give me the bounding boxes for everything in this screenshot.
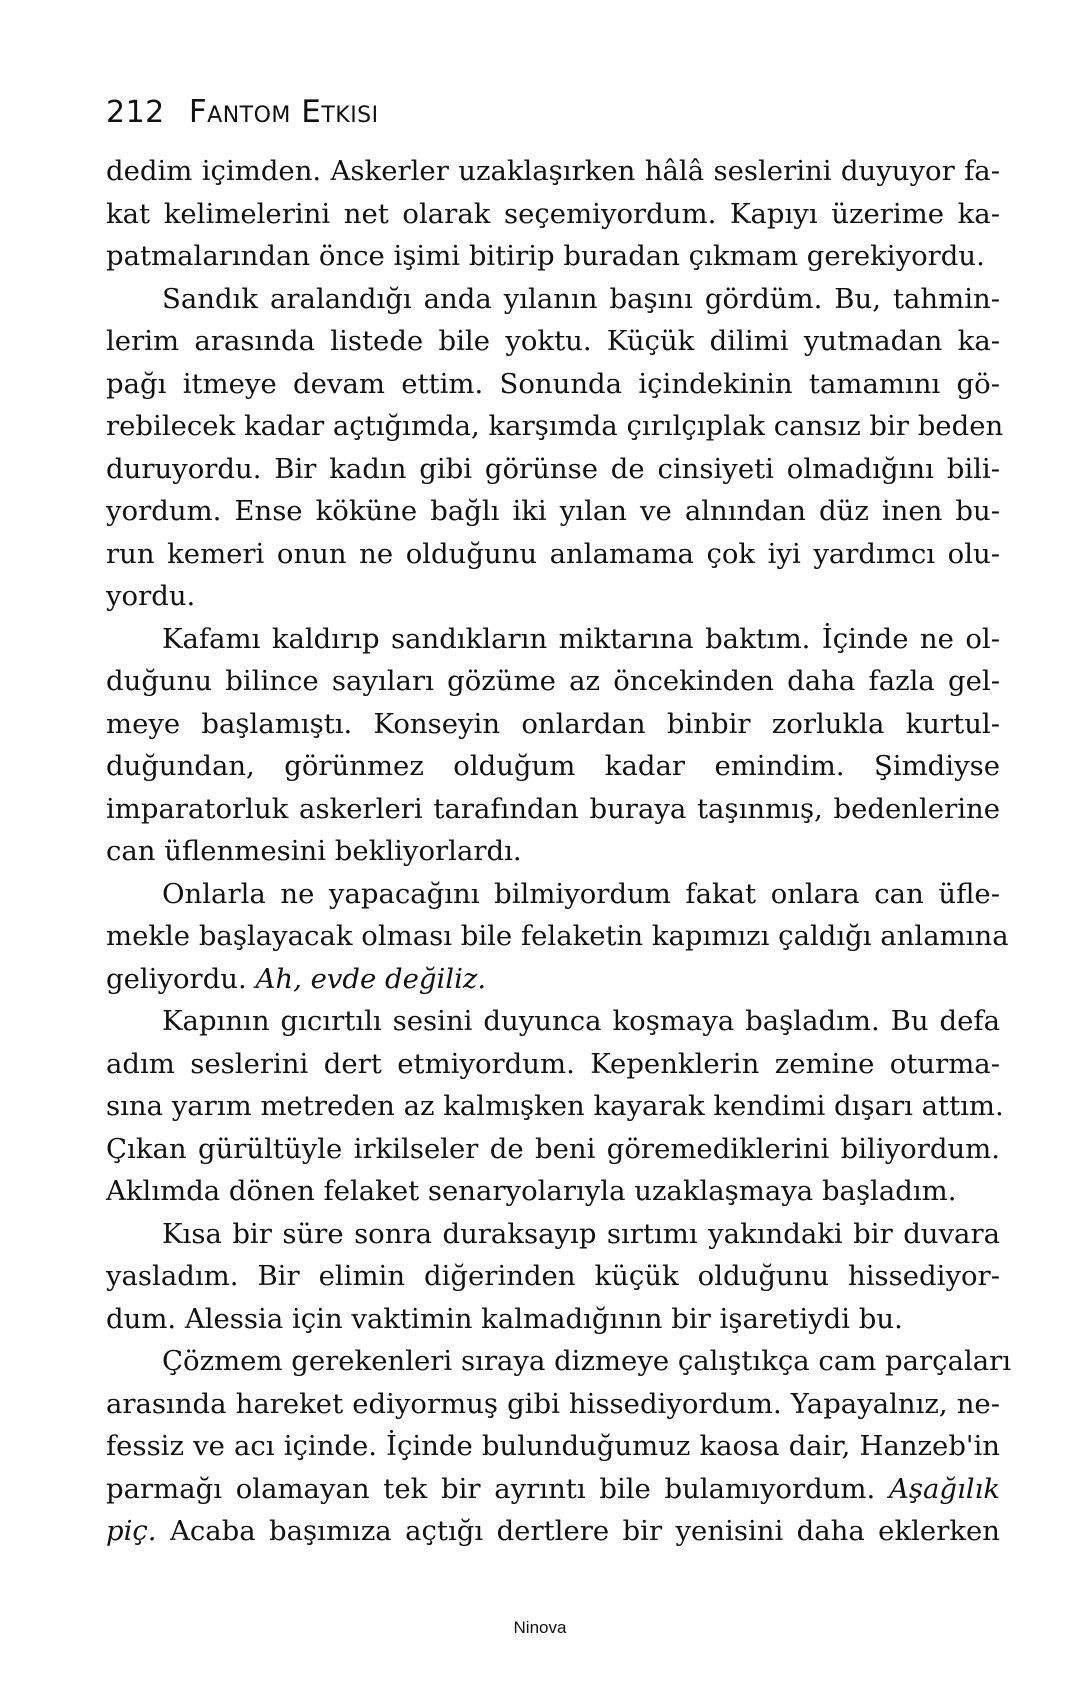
text-line: Kafamı kaldırıp sandıkların miktarına baktım. İçinde ne ol- (162, 622, 1000, 655)
text-line: yasladım. Bir elimin diğerinden küçük olduğunu hissediyor- (106, 1260, 1000, 1292)
text-line: yordu. (106, 580, 196, 612)
text-line: duğundan, görünmez olduğum kadar emindim. Şimdiyse (106, 750, 1000, 782)
text-line: patmalarından önce işimi bitirip buradan çıkmam gerekiyordu. (106, 240, 985, 272)
text-line: adım seslerini dert etmiyordum. Kepenklerin zemine oturma- (106, 1047, 1000, 1080)
text-line: meye başlamıştı. Konseyin onlardan binbir zorlukla kurtul- (106, 707, 1000, 740)
text-line: Kısa bir süre sonra duraksayıp sırtımı yakındaki bir duvara (162, 1217, 1000, 1250)
italic-phrase: piç. (106, 1515, 157, 1547)
text-line: piç. Acaba başımıza açtığı dertlere bir yenisini daha eklerken (106, 1515, 1000, 1547)
text-line: imparatorluk askerleri tarafından buraya taşınmış, bedenlerine (106, 792, 1000, 825)
text-line: Aklımda dönen felaket senaryolarıyla uzaklaşmaya başladım. (106, 1175, 957, 1207)
text-line: mekle başlayacak olması bile felaketin kapımızı çaldığı anlamına (106, 920, 1009, 952)
text-line: rebilecek kadar açtığımda, karşımda çırılçıplak cansız bir beden (106, 410, 1004, 442)
text-line: kat kelimelerini net olarak seçemiyordum. Kapıyı üzerime ka- (106, 197, 1000, 230)
text-line: arasında hareket ediyormuş gibi hissediyordum. Yapayalnız, ne- (106, 1387, 1000, 1420)
body-text (106, 150, 1012, 1553)
text-line: lerim arasında listede bile yoktu. Küçük dilimi yutmadan ka- (106, 325, 1000, 357)
text-line: fessiz ve acı içinde. İçinde bulunduğumuz kaosa dair, Hanzeb'in (106, 1430, 1000, 1462)
text-line: sına yarım metreden az kalmışken kayarak kendimi dışarı attım. (106, 1090, 1004, 1122)
text-line: Kapının gıcırtılı sesini duyunca koşmaya başladım. Bu defa (162, 1005, 1000, 1037)
italic-phrase: Aşağılık (888, 1472, 1000, 1505)
text-line: Sandık aralandığı anda yılanın başını gördüm. Bu, tahmin- (162, 282, 1000, 315)
text-line: geliyordu. Ah, evde değiliz. (106, 962, 487, 995)
text-line: Çıkan gürültüyle irkilseler de beni göremediklerini biliyordum. (106, 1132, 1000, 1165)
text-line: dum. Alessia için vaktimin kalmadığının bir işaretiydi bu. (106, 1302, 903, 1335)
text-line: yordum. Ense köküne bağlı iki yılan ve alnından düz inen bu- (106, 495, 1000, 527)
text-line: duruyordu. Bir kadın gibi görünse de cinsiyeti olmadığını bili- (106, 452, 1000, 485)
text-line: dedim içimden. Askerler uzaklaşırken hâlâ seslerini duyuyor fa- (106, 155, 1000, 187)
text-line: duğunu bilince sayıları gözüme az öncekinden daha fazla gel- (106, 665, 1000, 697)
publisher-footer: Ninova (513, 1618, 567, 1637)
text-line: pağı itmeye devam ettim. Sonunda içindekinin tamamını gö- (106, 367, 1000, 400)
text-line: can üflenmesini bekliyorlardı. (106, 835, 522, 867)
running-header (106, 94, 379, 130)
page-number: 212 (106, 95, 165, 130)
book-title: Fantom Etkisi (188, 94, 379, 130)
text-line: Çözmem gerekenleri sıraya dizmeye çalıştıkça cam parçaları (162, 1345, 1012, 1377)
text-line: parmağı olamayan tek bir ayrıntı bile bulamıyordum. Aşağılık (106, 1472, 1000, 1505)
italic-phrase: Ah, evde değiliz. (255, 962, 487, 995)
text-line: run kemeri onun ne olduğunu anlamama çok iyi yardımcı olu- (106, 537, 1000, 570)
text-line: Onlarla ne yapacağını bilmiyordum fakat onlara can üfle- (162, 877, 1000, 910)
